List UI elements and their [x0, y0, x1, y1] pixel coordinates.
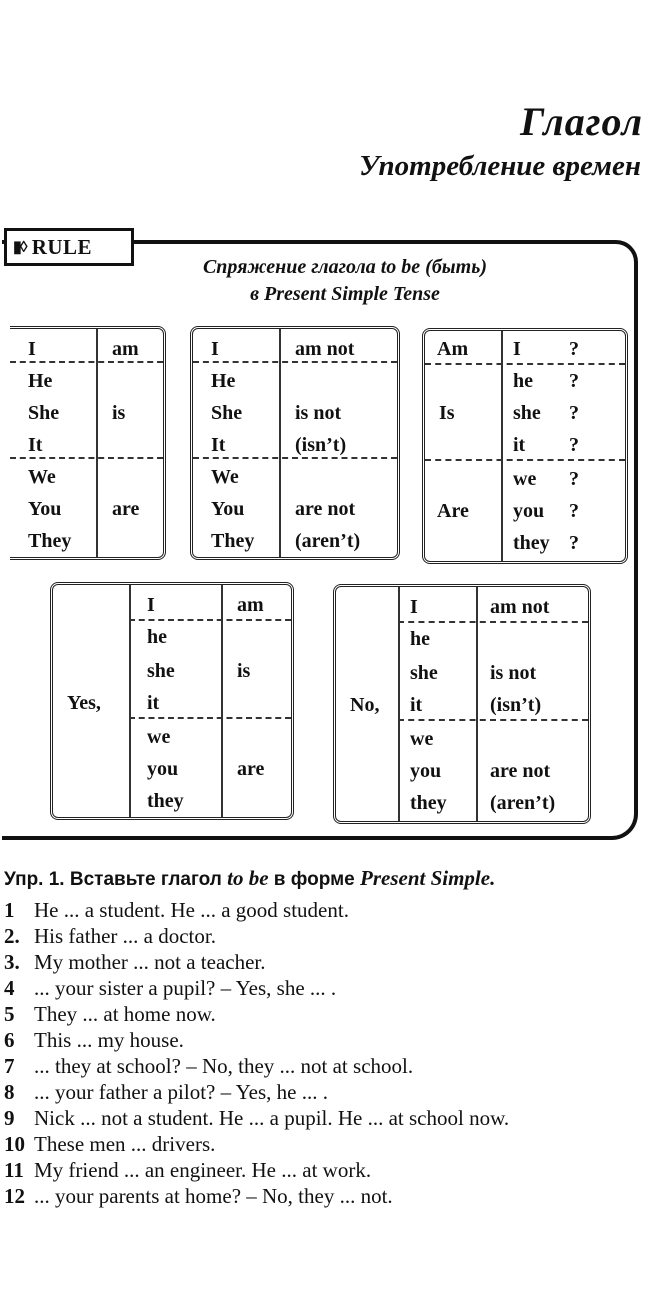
verb-form-cell: are — [112, 498, 140, 520]
item-number: 11 — [4, 1158, 24, 1182]
pronoun-cell: She — [28, 402, 60, 424]
question-mark: ? — [569, 338, 579, 360]
exercise-instruction: в форме — [273, 869, 355, 890]
pronoun-cell: I — [147, 594, 155, 616]
pronoun-cell: They — [28, 530, 72, 552]
item-text: This ... my house. — [34, 1028, 184, 1052]
pronoun-cell: you — [147, 758, 179, 780]
verb-form-cell: am not — [295, 338, 355, 360]
item-number: 8 — [4, 1080, 15, 1104]
pronoun-cell: He — [211, 370, 236, 392]
verb-form-cell: is not — [490, 662, 537, 684]
question-table — [422, 328, 628, 564]
exercise-item — [4, 1106, 509, 1131]
column-divider — [96, 329, 98, 557]
verb-form-cell: am — [237, 594, 264, 616]
pronoun-cell: it — [147, 692, 160, 714]
pronoun-cell: you — [513, 500, 545, 522]
exercise-item — [4, 1080, 328, 1105]
item-number: 5 — [4, 1002, 15, 1026]
item-number: 3. — [4, 950, 20, 974]
answer-cell: No, — [350, 694, 380, 716]
row-divider — [10, 361, 163, 363]
exercise-verb: to be — [227, 866, 269, 890]
short-answer-yes-table — [50, 582, 294, 820]
pronoun-cell: we — [147, 726, 171, 748]
exercise-item — [4, 898, 349, 923]
pronoun-cell: she — [410, 662, 438, 684]
exercise-item — [4, 924, 216, 949]
pronoun-cell: We — [28, 466, 56, 488]
row-divider — [193, 361, 397, 363]
question-mark: ? — [569, 434, 579, 456]
pronoun-cell: It — [28, 434, 43, 456]
item-text: Nick ... not a student. He ... a pupil. He ... at school now. — [34, 1106, 510, 1130]
item-text: These men ... drivers. — [34, 1132, 216, 1156]
rule-title: Спряжение глагола to be (быть) — [202, 256, 488, 278]
exercise-item — [4, 1158, 371, 1183]
page-title: Глагол — [520, 99, 643, 144]
pronoun-cell: It — [211, 434, 226, 456]
pronoun-cell: it — [513, 434, 526, 456]
pronoun-cell: they — [513, 532, 550, 554]
pronoun-cell: We — [211, 466, 239, 488]
pronoun-cell: it — [410, 694, 423, 716]
exercise-item — [4, 1028, 184, 1053]
item-number: 10 — [4, 1132, 25, 1156]
item-text: His father ... a doctor. — [34, 924, 216, 948]
item-number: 6 — [4, 1028, 15, 1052]
exercise-item — [4, 976, 336, 1001]
verb-form-cell: (aren’t) — [295, 530, 361, 552]
pronoun-cell: He — [28, 370, 53, 392]
column-divider — [279, 329, 281, 557]
item-number: 7 — [4, 1054, 15, 1078]
item-number: 12 — [4, 1184, 25, 1208]
item-text: He ... a student. He ... a good student. — [34, 898, 349, 922]
row-divider — [398, 621, 588, 623]
verb-form-cell: are not — [490, 760, 551, 782]
row-divider — [129, 717, 291, 719]
rule-subtitle: в Present Simple Tense — [250, 283, 440, 305]
verb-form-cell: are not — [295, 498, 356, 520]
row-divider — [398, 719, 588, 721]
pronoun-cell: we — [513, 468, 537, 490]
question-mark: ? — [569, 370, 579, 392]
pronoun-cell: he — [513, 370, 533, 392]
exercise-item — [4, 1054, 413, 1079]
answer-cell: Yes, — [67, 692, 101, 714]
verb-cell: Are — [437, 500, 469, 522]
exercise-label: Упр. 1. — [4, 869, 65, 890]
verb-form-cell: is not — [295, 402, 342, 424]
column-divider — [501, 331, 503, 561]
row-divider — [193, 457, 397, 459]
verb-form-cell: is — [112, 402, 126, 424]
item-number: 1 — [4, 898, 15, 922]
pronoun-cell: I — [211, 338, 219, 360]
short-answer-no-table — [333, 584, 591, 824]
rule-icon: ▮◊ — [13, 239, 26, 256]
exercise-instruction: Вставьте глагол — [69, 869, 222, 890]
pronoun-cell: we — [410, 728, 434, 750]
pronoun-cell: you — [410, 760, 442, 782]
verb-cell: Is — [439, 402, 455, 424]
pronoun-cell: they — [410, 792, 447, 814]
item-number: 2. — [4, 924, 20, 948]
item-text: ... they at school? – No, they ... not at school. — [34, 1054, 414, 1078]
question-mark: ? — [569, 468, 579, 490]
pronoun-cell: I — [513, 338, 521, 360]
item-text: ... your father a pilot? – Yes, he ... . — [34, 1080, 328, 1104]
item-number: 4 — [4, 976, 15, 1000]
verb-form-cell: are — [237, 758, 265, 780]
item-text: My mother ... not a teacher. — [34, 950, 266, 974]
exercise-item — [4, 1132, 215, 1157]
pronoun-cell: she — [147, 660, 175, 682]
verb-form-cell: am not — [490, 596, 550, 618]
pronoun-cell: he — [410, 628, 430, 650]
item-text: ... your parents at home? – No, they ... not. — [34, 1184, 393, 1208]
verb-form-cell: is — [237, 660, 251, 682]
exercise-tense: Present Simple. — [360, 866, 496, 890]
pronoun-cell: You — [211, 498, 245, 520]
exercise-item — [4, 1184, 393, 1209]
pronoun-cell: You — [28, 498, 62, 520]
row-divider — [10, 457, 163, 459]
item-text: They ... at home now. — [34, 1002, 216, 1026]
pronoun-cell: she — [513, 402, 541, 424]
pronoun-cell: She — [211, 402, 243, 424]
page-subtitle: Употребление времен — [359, 150, 641, 182]
pronoun-cell: he — [147, 626, 167, 648]
exercise-item — [4, 1002, 216, 1027]
verb-form-cell: am — [112, 338, 139, 360]
question-mark: ? — [569, 500, 579, 522]
pronoun-cell: they — [147, 790, 184, 812]
verb-cell: Am — [437, 338, 469, 360]
pronoun-cell: I — [28, 338, 36, 360]
item-number: 9 — [4, 1106, 15, 1130]
rule-tab — [4, 228, 134, 266]
verb-form-cell: (isn’t) — [490, 694, 542, 716]
row-divider — [425, 459, 625, 461]
affirmative-table — [10, 326, 166, 560]
item-text: ... your sister a pupil? – Yes, she ... . — [34, 976, 337, 1000]
pronoun-cell: I — [410, 596, 418, 618]
exercise-heading — [4, 866, 495, 891]
item-text: My friend ... an engineer. He ... at work. — [34, 1158, 372, 1182]
verb-form-cell: (aren’t) — [490, 792, 556, 814]
question-mark: ? — [569, 532, 579, 554]
negative-table — [190, 326, 400, 560]
exercise-item — [4, 950, 266, 975]
row-divider — [425, 363, 625, 365]
question-mark: ? — [569, 402, 579, 424]
rule-tab-label: RULE — [31, 234, 93, 259]
pronoun-cell: They — [211, 530, 255, 552]
row-divider — [129, 619, 291, 621]
verb-form-cell: (isn’t) — [295, 434, 347, 456]
